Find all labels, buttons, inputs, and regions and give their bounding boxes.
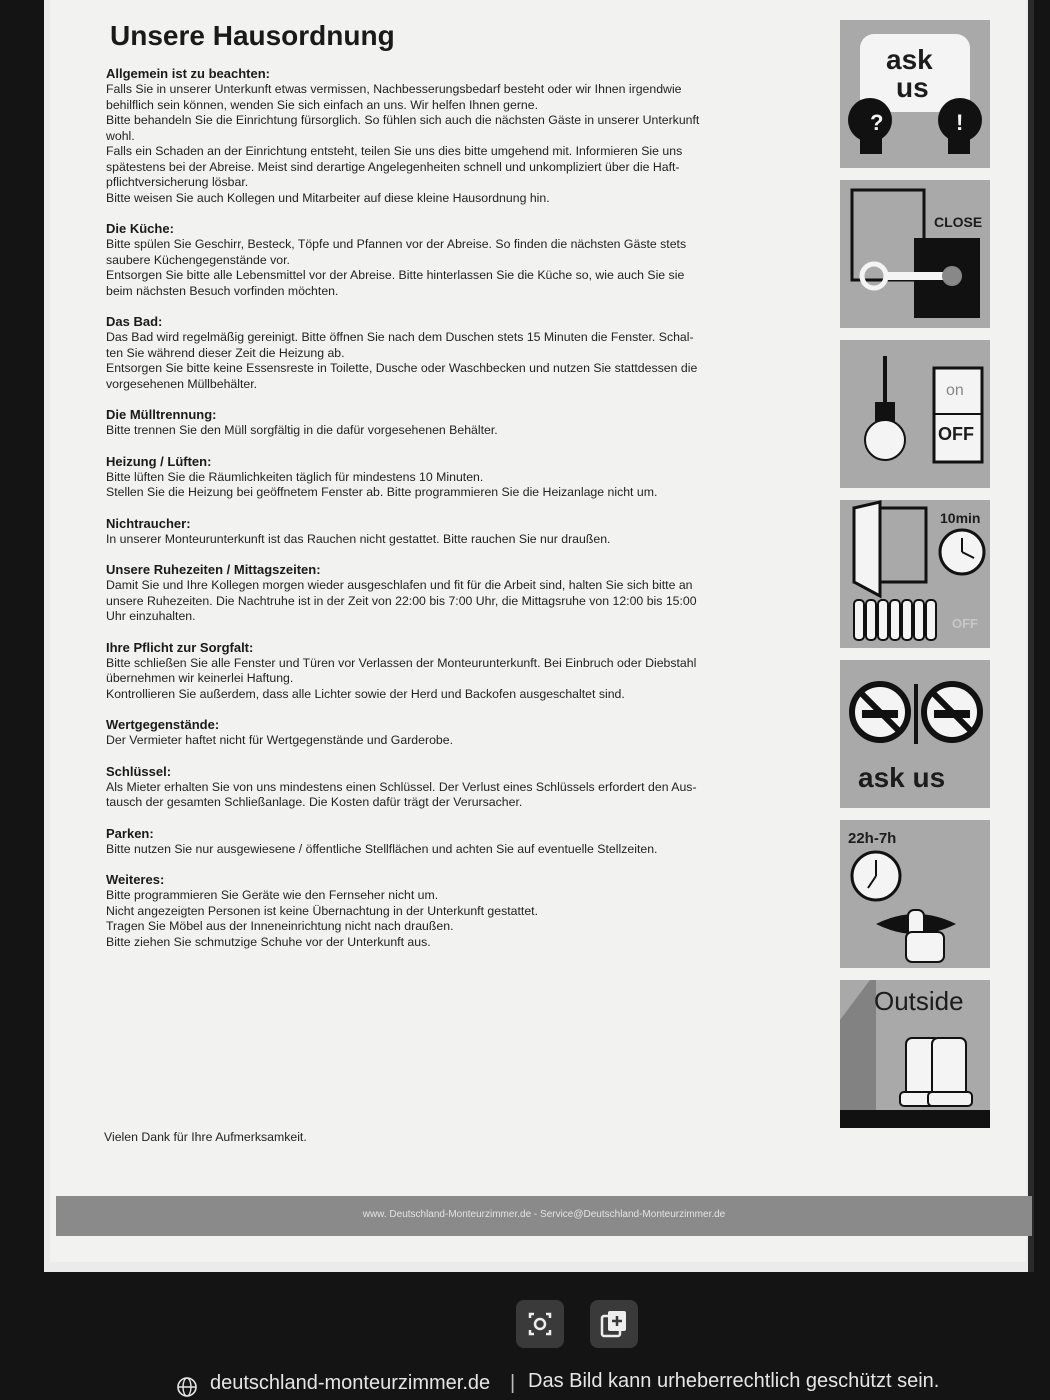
close-key-icon [840, 180, 990, 328]
section-wertgegenstaende [106, 717, 841, 749]
section-line: behilflich sein können, wenden Sie sich einfach an uns. Wir helfen Ihnen gerne. [106, 97, 539, 112]
screenshot-icon [516, 1300, 564, 1348]
us-label: us [896, 72, 929, 103]
section-nichtraucher [106, 516, 841, 548]
quiet-hours-icon [840, 820, 990, 968]
section-line: Bitte nutzen Sie nur ausgewiesene / öffentliche Stellflächen und achten Sie auf eventuelle Stellzeiten. [106, 841, 658, 856]
footer-contact: www. Deutschland-Monteurzimmer.de - Service@Deutschland-Monteurzimmer.de [362, 1209, 726, 1220]
section-heading: Schlüssel: [106, 763, 172, 779]
section-line: vorgesehenen Müllbehälter. [106, 376, 258, 391]
section-schluessel [106, 764, 841, 811]
globe-icon [176, 1376, 198, 1398]
section-parken [106, 826, 841, 858]
boots-outside-icon [840, 980, 990, 1128]
section-heading: Weiteres: [106, 872, 165, 887]
section-line: Bitte spülen Sie Geschirr, Besteck, Töpfe und Pfannen vor der Abreise. So finden die nächsten Gäste stets [106, 237, 687, 251]
window-heater-icon [840, 500, 990, 648]
close-label: CLOSE [934, 214, 983, 230]
source-site-link[interactable]: deutschland-monteurzimmer.de [210, 1372, 491, 1394]
document-page [44, 0, 1034, 1272]
footer-bar [56, 1196, 1032, 1236]
section-line: Kontrollieren Sie außerdem, dass alle Lichter sowie der Herd und Backofen ausgeschaltet sind. [106, 686, 625, 701]
copy-button[interactable] [590, 1300, 638, 1348]
section-heading: Die Küche: [106, 221, 174, 236]
outside-label: Outside [874, 986, 964, 1016]
svg-text:!: ! [956, 110, 964, 135]
section-kueche [106, 221, 841, 299]
section-heading: Nichtraucher: [106, 515, 191, 531]
section-line: ten Sie während dieser Zeit die Heizung ab. [106, 345, 345, 360]
section-line: wohl. [106, 128, 135, 143]
section-line: Bitte weisen Sie auch Kollegen und Mitarbeiter auf diese kleine Hausordnung hin. [106, 190, 550, 205]
image-source-bar [0, 1360, 1050, 1400]
ten-min-label: 10min [940, 510, 981, 526]
section-line: Als Mieter erhalten Sie von uns mindestens einen Schlüssel. Der Verlust eines Schlüssels erfordert den Aus- [106, 779, 697, 794]
section-line: unsere Ruhezeiten. Die Nachtruhe ist in der Zeit von 22:00 bis 7:00 Uhr, die Mittagsruhe von 12:00 bis 15:00 [106, 593, 697, 608]
section-heading: Unsere Ruhezeiten / Mittagszeiten: [106, 562, 321, 577]
rules-list [106, 66, 841, 965]
section-heading: Heizung / Lüften: [106, 453, 212, 469]
section-line: Das Bad wird regelmäßig gereinigt. Bitte öffnen Sie nach dem Duschen stets 15 Minuten die Fenster. Schal- [106, 330, 694, 344]
section-line: Falls Sie in unserer Unterkunft etwas vermissen, Nachbesserungsbedarf besteht oder wir Ihnen irgendwie [106, 82, 682, 96]
section-heading: Das Bad: [106, 314, 163, 329]
section-line: Falls ein Schaden an der Einrichtung entsteht, teilen Sie uns dies bitte umgehend mit. Informieren Sie uns [106, 144, 683, 158]
section-ruhezeiten [106, 562, 841, 625]
section-line: Uhr einzuhalten. [106, 609, 196, 623]
section-line: Bitte programmieren Sie Geräte wie den Fernseher nicht um. [106, 888, 439, 902]
section-line: pflichtversicherung lösbar. [106, 175, 249, 189]
section-heading: Ihre Pflicht zur Sorgfalt: [106, 639, 254, 655]
section-line: Entsorgen Sie bitte keine Essensreste in Toilette, Dusche oder Waschbecken und nutzen Sie stattdessen die [106, 361, 698, 375]
section-bad [106, 314, 841, 392]
on-label: on [946, 382, 964, 399]
ask-us-speech-icon [840, 20, 990, 168]
section-line: In unserer Monteurunterkunft ist das Rauchen nicht gestattet. Bitte rauchen Sie nur draußen. [106, 531, 611, 546]
section-sorgfalt [106, 640, 841, 703]
screenshot-button[interactable] [516, 1300, 564, 1348]
section-heading: Allgemein ist zu beachten: [106, 66, 270, 81]
section-line: Damit Sie und Ihre Kollegen morgen wieder ausgeschlafen und fit für die Arbeit sind, halten Sie sich bitte an [106, 578, 693, 592]
section-line: Stellen Sie die Heizung bei geöffnetem Fenster ab. Bitte programmieren Sie die Heizanlage nicht um. [106, 485, 658, 499]
svg-text:?: ? [870, 110, 884, 135]
section-line: übernehmen wir keinerlei Haftung. [106, 671, 294, 685]
quiet-time-label: 22h-7h [848, 830, 897, 847]
no-smoking-icon [840, 660, 990, 808]
document-title: Unsere Hausordnung [110, 20, 395, 51]
pictogram-column [840, 20, 1000, 1140]
section-weiteres [106, 872, 841, 950]
closing-text: Vielen Dank für Ihre Aufmerksamkeit. [104, 1130, 307, 1144]
copyright-notice: Das Bild kann urheberrechtlich geschützt sein. [528, 1370, 940, 1392]
section-heading: Die Mülltrennung: [106, 407, 217, 422]
section-line: Bitte lüften Sie die Räumlichkeiten täglich für mindestens 10 Minuten. [106, 469, 484, 484]
section-heading: Parken: [106, 825, 154, 841]
light-switch-icon [840, 340, 990, 488]
off-label: OFF [938, 424, 974, 444]
section-line: Nicht angezeigten Personen ist keine Übernachtung in der Unterkunft gestattet. [106, 903, 539, 918]
section-line: Der Vermieter haftet nicht für Wertgegenstände und Garderobe. [106, 733, 454, 747]
section-line: Tragen Sie Möbel aus der Inneneinrichtung nicht nach draußen. [106, 919, 454, 933]
copy-icon [590, 1300, 638, 1348]
section-heading: Wertgegenstände: [106, 717, 220, 732]
ask-label: ask [886, 44, 933, 75]
section-line: Entsorgen Sie bitte alle Lebensmittel vor der Abreise. Bitte hinterlassen Sie die Küche so, wie auch Sie sie [106, 268, 685, 282]
section-line: tausch der gesamten Schließanlage. Die Kosten dafür trägt der Verursacher. [106, 795, 523, 809]
section-line: saubere Küchengegenstände vor. [106, 252, 290, 267]
ask-us-label: ask us [858, 762, 946, 793]
section-line: spätestens bei der Abreise. Meist sind derartige Angelegenheiten schnell und unkompliziert über die Haft- [106, 159, 680, 174]
heater-off-label: OFF [952, 616, 978, 631]
section-allgemein [106, 66, 841, 206]
section-line: Bitte trennen Sie den Müll sorgfältig in die dafür vorgesehenen Behälter. [106, 423, 498, 437]
separator: | [510, 1372, 516, 1394]
section-heizung [106, 454, 841, 501]
section-line: Bitte behandeln Sie die Einrichtung fürsorglich. So fühlen sich auch die nächsten Gäste in unserer Unterkunft [106, 113, 700, 127]
section-line: Bitte schließen Sie alle Fenster und Türen vor Verlassen der Monteurunterkunft. Bei Einbruch oder Diebstahl [106, 655, 697, 670]
document-sheet [50, 0, 1026, 1262]
section-line: Bitte ziehen Sie schmutzige Schuhe vor der Unterkunft aus. [106, 934, 431, 949]
section-muelltrennung [106, 407, 841, 439]
section-line: beim nächsten Besuch vorfinden möchten. [106, 283, 339, 298]
